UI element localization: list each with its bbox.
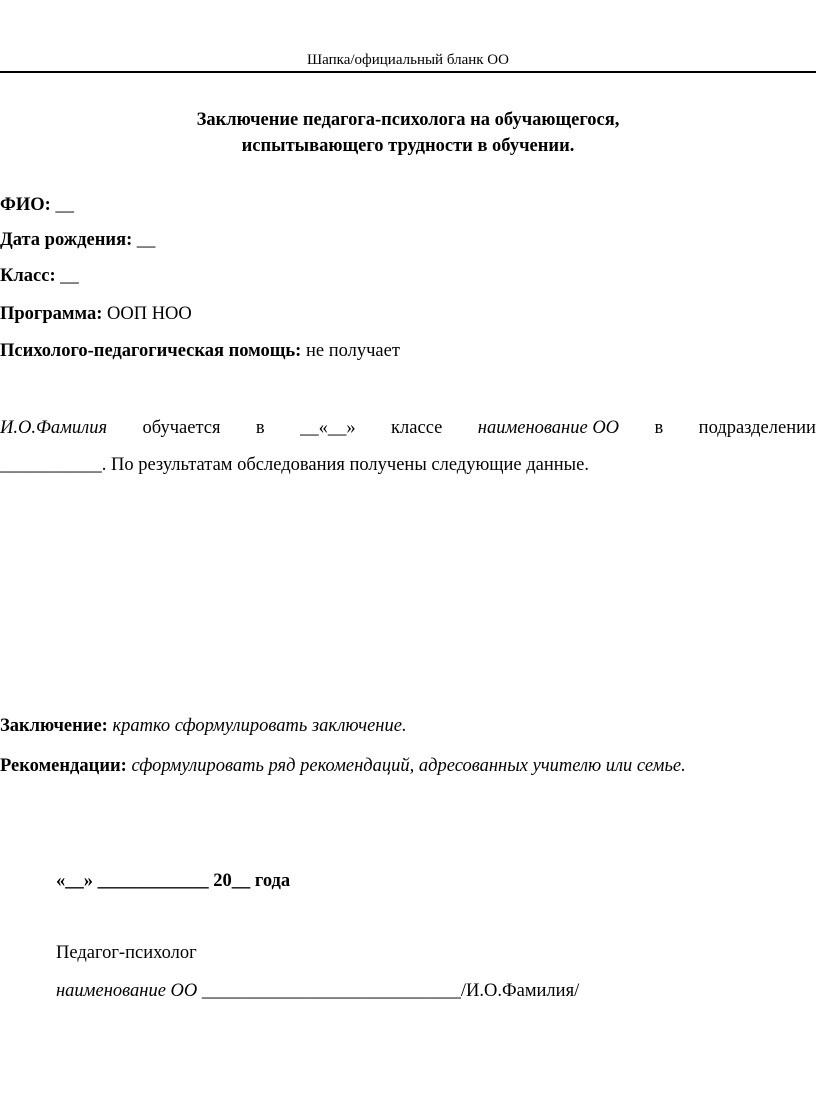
letterhead-label: Шапка/официальный бланк ОО <box>307 52 509 68</box>
program-label: Программа: <box>0 304 103 324</box>
recommendations-value: сформулировать ряд рекомендаций, адресованных учителю или семье. <box>126 756 686 776</box>
signature-org: наименование ОО <box>56 981 198 1001</box>
intro-paragraph-line-1 <box>0 418 816 439</box>
conclusion-value: кратко сформулировать заключение. <box>107 716 407 736</box>
class-blank: __«__» <box>300 418 356 438</box>
recommendations-label: Рекомендации: <box>0 756 127 776</box>
signature-blank: ____________________________ <box>197 981 461 1001</box>
word-subdivision: подразделении <box>698 418 816 438</box>
help-field <box>0 341 400 362</box>
signature-role: Педагог-психолог <box>56 943 197 963</box>
help-value: не получает <box>301 341 400 361</box>
document-title-line-2: испытывающего трудности в обучении. <box>241 136 575 156</box>
conclusion-field <box>0 716 407 737</box>
signature-line <box>56 981 579 1002</box>
birth-date-label: Дата рождения: <box>0 230 133 250</box>
fio-value: __ <box>50 195 74 215</box>
word-in: в <box>255 418 265 438</box>
class-value: __ <box>55 266 79 286</box>
birth-date-value: __ <box>132 230 156 250</box>
fio-label: ФИО: <box>0 195 51 215</box>
student-name: И.О.Фамилия <box>0 418 108 438</box>
word-studies: обучается <box>142 418 221 438</box>
fio-field <box>0 195 74 216</box>
org-name: наименование ОО <box>477 418 620 438</box>
program-field <box>0 304 192 325</box>
word-in-2: в <box>654 418 664 438</box>
document-title-line-1: Заключение педагога-психолога на обучающегося, <box>196 110 620 130</box>
class-label: Класс: <box>0 266 56 286</box>
word-class: классе <box>391 418 443 438</box>
recommendations-field <box>0 756 686 777</box>
birth-date-field <box>0 230 155 251</box>
intro-paragraph-line-2: ___________. По результатам обследования получены следующие данные. <box>0 455 589 475</box>
class-field <box>0 266 79 287</box>
help-label: Психолого-педагогическая помощь: <box>0 341 302 361</box>
signature-name: /И.О.Фамилия/ <box>460 981 580 1001</box>
program-value: ООП НОО <box>102 304 192 324</box>
letterhead-divider <box>0 71 816 73</box>
date-line: «__» ____________ 20__ года <box>56 871 291 891</box>
conclusion-label: Заключение: <box>0 716 108 736</box>
